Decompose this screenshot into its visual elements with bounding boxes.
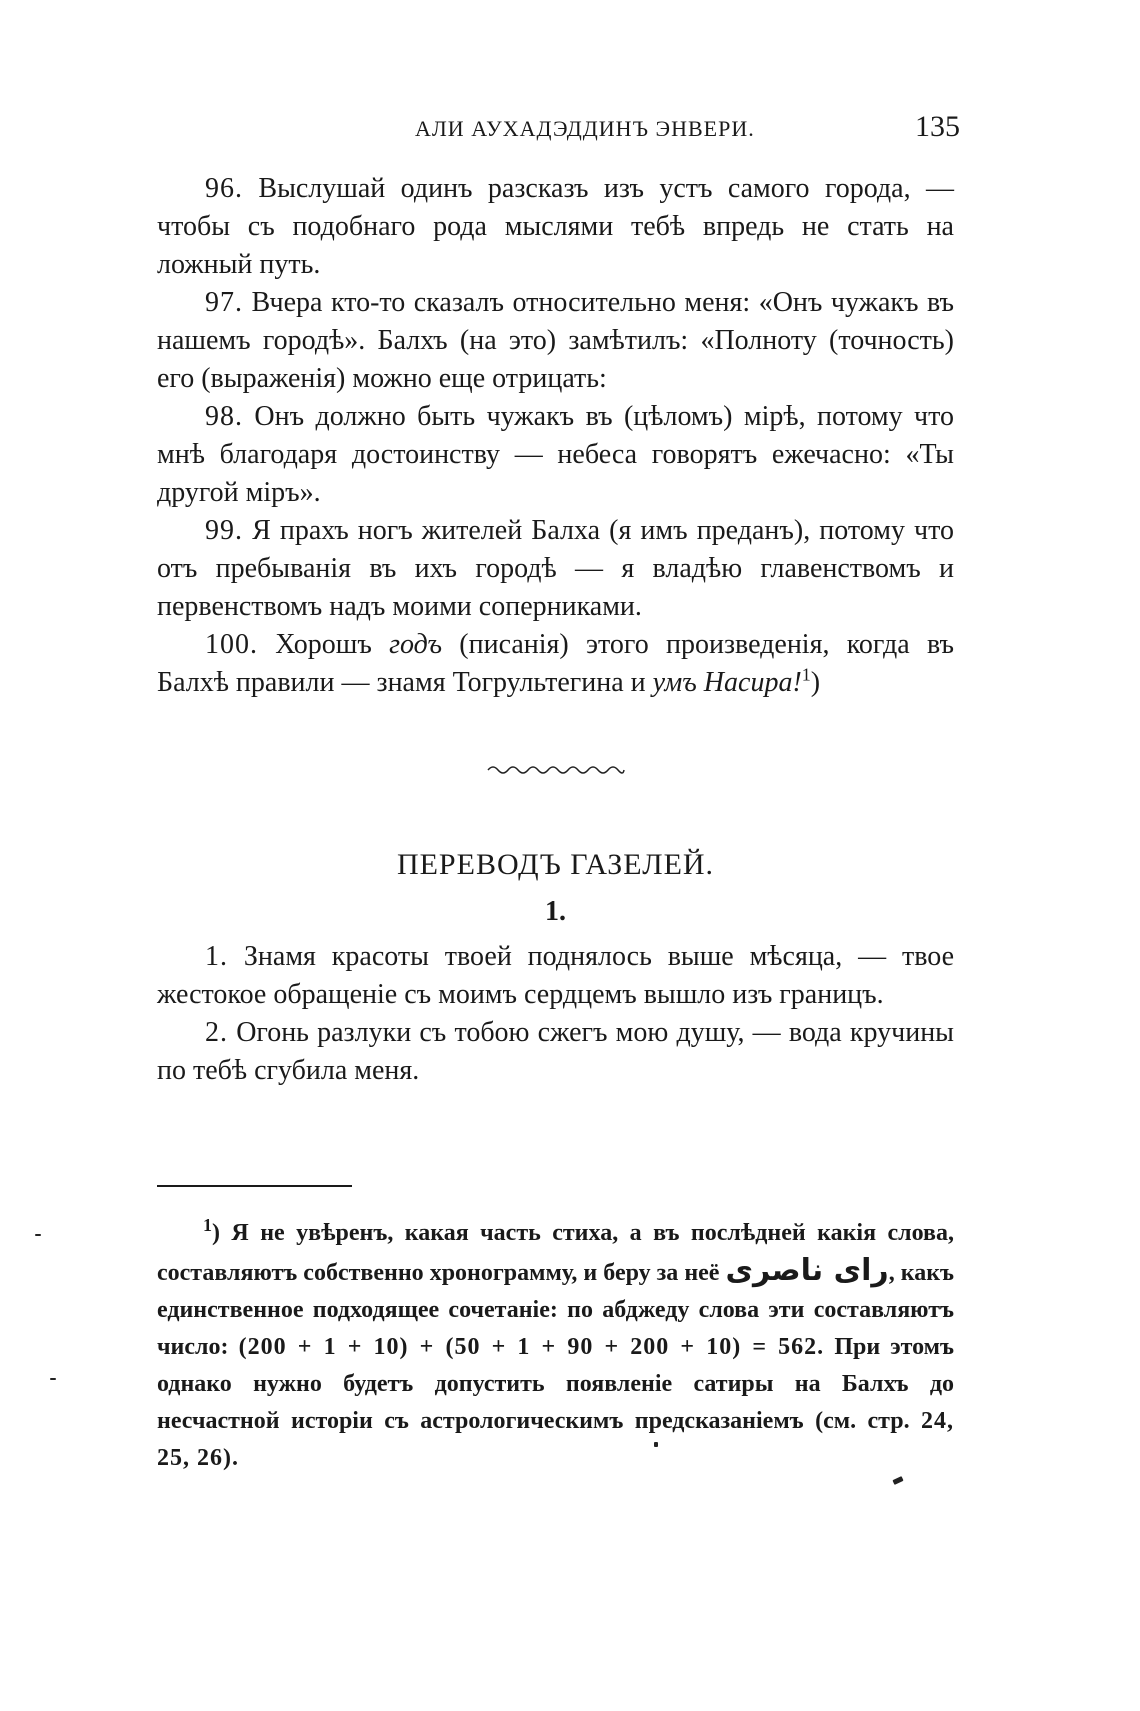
arabic-phrase: رای ناصری bbox=[725, 1253, 889, 1288]
verse-text: ) bbox=[810, 667, 821, 698]
ghazal-verse-1 bbox=[157, 938, 954, 1014]
verse-text: Знамя красоты твоей поднялось выше мѣсяца, — твое жестокое обращеніе съ моимъ сердцемъ вышло изъ границъ. bbox=[157, 941, 955, 1010]
verse-99 bbox=[157, 512, 954, 626]
verse-text: Огонь разлуки съ тобою сжегъ мою душу, — вода кручины по тебѣ сгубила меня. bbox=[157, 1017, 954, 1086]
footnote-reference[interactable]: 1 bbox=[801, 664, 811, 685]
abjad-formula: (200 + 1 + 10) + (50 + 1 + 90 + 200 + 10) = 562. bbox=[238, 1334, 825, 1360]
ghazal-number: 1. bbox=[545, 896, 566, 927]
verse-number: 100. bbox=[205, 629, 258, 660]
scan-speck bbox=[892, 1476, 903, 1485]
verse-number: 1. bbox=[205, 941, 228, 972]
verse-98 bbox=[157, 398, 954, 512]
verse-97 bbox=[157, 284, 954, 398]
verse-italic: годъ bbox=[389, 629, 442, 660]
scan-speck bbox=[654, 1442, 658, 1447]
verse-number: 2. bbox=[205, 1017, 228, 1048]
verse-text: Хорошъ bbox=[275, 629, 372, 660]
footnote-text: При этомъ однако нужно будетъ допустить появленіе сатиры на Балхъ до несчастной исторіи съ астрологическимъ предсказаніемъ (см. стр. bbox=[157, 1334, 955, 1434]
footnote-rule bbox=[157, 1185, 352, 1187]
footnote-text: , какъ единственное подходящее сочетаніе: по абджеду слова эти составляютъ число: bbox=[157, 1260, 955, 1360]
ornament-divider bbox=[486, 764, 626, 776]
ghazal-verse-2 bbox=[157, 1014, 954, 1090]
verse-italic: умъ Насира! bbox=[652, 667, 802, 698]
page-references: 24, 25, 26). bbox=[157, 1408, 954, 1471]
scan-speck bbox=[35, 1234, 41, 1236]
section-title: ПЕРЕВОДЪ ГАЗЕЛЕЙ. bbox=[396, 848, 715, 881]
verse-number: 97. bbox=[205, 287, 243, 318]
running-head: АЛИ АУХАДЭДДИНЪ ЭНВЕРИ. bbox=[415, 116, 755, 141]
footnote-text: ) Я не увѣренъ, какая часть стиха, а въ послѣдней какія слова, составляютъ собственно хронограмму, и беру за неё bbox=[157, 1220, 954, 1286]
verse-number: 98. bbox=[205, 401, 243, 432]
main-text bbox=[157, 170, 954, 1090]
footnote bbox=[157, 1215, 954, 1477]
verse-text: Вчера кто-то сказалъ относительно меня: «Онъ чужакъ въ нашемъ городѣ». Балхъ (на это) замѣтилъ: «Полноту (точность) его (выраженія) можно еще отрицать: bbox=[157, 287, 955, 394]
verse-text: Я прахъ ногъ жителей Балха (я имъ преданъ), потому что отъ пребыванія въ ихъ городѣ — я владѣю главенствомъ и первенствомъ надъ моими соперниками. bbox=[157, 515, 954, 622]
verse-number: 99. bbox=[205, 515, 243, 546]
verse-96 bbox=[157, 170, 954, 284]
verse-text: Выслушай одинъ разсказъ изъ устъ самого города, — чтобы съ подобнаго рода мыслями тебѣ впредь не стать на ложный путь. bbox=[157, 173, 954, 280]
verse-100 bbox=[157, 626, 954, 702]
verse-text: (писанія) этого произведенія, когда въ Балхѣ правили — знамя Тогрультегина и bbox=[157, 629, 954, 698]
verse-number: 96. bbox=[205, 173, 243, 204]
page-header bbox=[160, 110, 960, 150]
page-number: 135 bbox=[915, 110, 960, 143]
footnote-marker: 1 bbox=[203, 1215, 212, 1235]
verse-text: Онъ должно быть чужакъ въ (цѣломъ) мірѣ, потому что мнѣ благодаря достоинству — небеса говорятъ ежечасно: «Ты другой міръ». bbox=[157, 401, 955, 508]
scan-speck bbox=[50, 1378, 56, 1380]
